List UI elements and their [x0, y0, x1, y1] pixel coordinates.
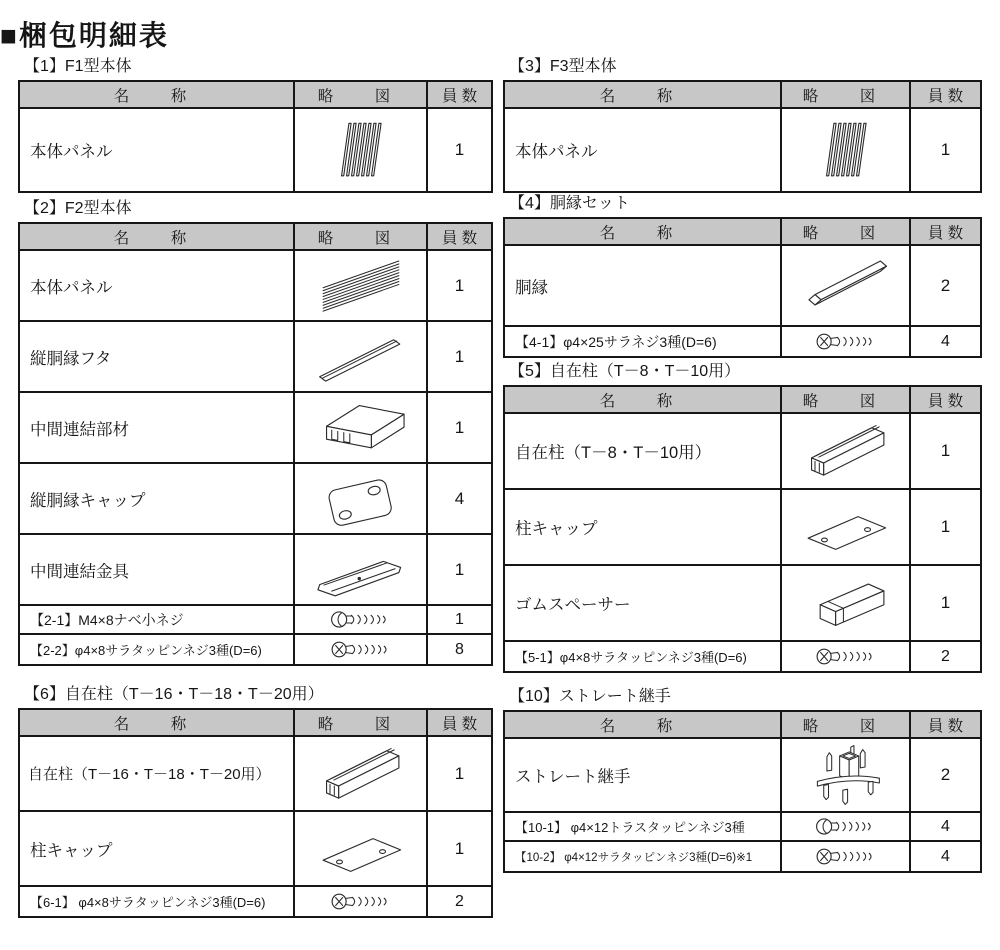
part-count: 1 [454, 346, 465, 366]
table-row [20, 322, 491, 393]
part-count: 2 [940, 275, 951, 295]
table-row [505, 642, 980, 671]
part-count: 1 [454, 417, 465, 437]
flat-screw-icon [782, 642, 911, 671]
pan-screw-icon [782, 813, 911, 840]
column-header-figure: 略 図 [782, 82, 911, 107]
part-count: 1 [454, 763, 465, 783]
part-name: 自在柱（T－8・T－10用） [505, 414, 782, 488]
table-row [505, 109, 980, 191]
packing-table-6 [18, 708, 493, 918]
packing-section-4 [503, 194, 982, 358]
table-row [20, 393, 491, 464]
header-row [505, 219, 980, 246]
part-count: 1 [454, 838, 465, 858]
square-bar-icon [782, 246, 911, 325]
flat-bracket-icon [295, 535, 428, 604]
part-name: 【5-1】φ4×8サラタッピンネジ3種(D=6) [505, 642, 782, 671]
column-header-figure: 略 図 [295, 224, 428, 249]
packing-section-3 [503, 57, 982, 193]
column-header-name: 名 称 [20, 224, 295, 249]
table-row [20, 812, 491, 887]
column-header-figure: 略 図 [782, 387, 911, 412]
channel-cover-icon [295, 393, 428, 462]
packing-table-5 [503, 385, 982, 673]
table-caption: 【6】自在柱（T－16・T－18・T－20用） [24, 686, 324, 703]
block-icon [782, 566, 911, 640]
part-count: 1 [940, 517, 951, 536]
part-count: 4 [941, 847, 950, 865]
column-header-count: 員 数 [911, 82, 980, 107]
part-name: 胴縁 [505, 246, 782, 325]
table-row [505, 566, 980, 642]
table-row [505, 490, 980, 566]
flat-screw-icon [295, 887, 428, 916]
column-header-count: 員 数 [428, 82, 491, 107]
flat-plate-icon [782, 490, 911, 564]
packing-table-3 [503, 80, 982, 193]
column-header-name: 名 称 [505, 387, 782, 412]
part-count: 2 [455, 892, 464, 910]
table-row [20, 535, 491, 606]
packing-section-6 [18, 685, 493, 918]
part-count: 1 [940, 593, 951, 612]
part-name: 中間連結金具 [20, 535, 295, 604]
part-name: 【4-1】φ4×25サラネジ3種(D=6) [505, 327, 782, 356]
packing-table-4 [503, 217, 982, 358]
column-header-name: 名 称 [20, 82, 295, 107]
table-row [505, 842, 980, 871]
flat-screw-icon [782, 327, 911, 356]
part-name: 縦胴縁フタ [20, 322, 295, 391]
packing-table-1 [18, 80, 493, 193]
table-row [505, 327, 980, 356]
part-name: 【6-1】 φ4×8サラタッピンネジ3種(D=6) [20, 887, 295, 916]
column-header-count: 員 数 [911, 219, 980, 244]
table-row [20, 109, 491, 191]
table-row [20, 635, 491, 664]
part-name: 柱キャップ [505, 490, 782, 564]
flat-screw-icon [782, 842, 911, 871]
table-caption: 【5】自在柱（T－8・T－10用） [509, 363, 741, 380]
cap-plate-icon [295, 464, 428, 533]
packing-section-2 [18, 199, 493, 666]
column-header-name: 名 称 [505, 219, 782, 244]
column-header-count: 員 数 [428, 224, 491, 249]
part-name: 本体パネル [505, 109, 782, 191]
packing-section-5 [503, 362, 982, 673]
table-row [20, 464, 491, 535]
part-count: 1 [940, 140, 951, 159]
part-name: ストレート継手 [505, 739, 782, 811]
column-header-figure: 略 図 [782, 712, 911, 737]
part-name: 柱キャップ [20, 812, 295, 885]
table-row [505, 246, 980, 327]
channel-bar-icon [295, 737, 428, 810]
page-title: ■梱包明細表 [0, 20, 169, 51]
packing-section-10 [503, 687, 982, 873]
part-count: 1 [940, 441, 951, 460]
table-row [505, 813, 980, 842]
header-row [20, 224, 491, 251]
column-header-count: 員 数 [911, 387, 980, 412]
panel-vertical-icon [295, 109, 428, 191]
packing-section-1 [18, 57, 493, 193]
flat-screw-icon [295, 635, 428, 664]
part-name: 【10-2】 φ4×12サラタッピンネジ3種(D=6)※1 [505, 842, 782, 871]
table-row [20, 737, 491, 812]
part-count: 8 [455, 640, 464, 658]
straight-joint-icon [782, 739, 911, 811]
header-row [505, 82, 980, 109]
column-header-name: 名 称 [505, 712, 782, 737]
table-row [20, 251, 491, 322]
part-count: 1 [454, 275, 465, 295]
part-count: 1 [455, 610, 464, 628]
part-name: 【10-1】 φ4×12トラスタッピンネジ3種 [505, 813, 782, 840]
strip-icon [295, 322, 428, 391]
column-header-figure: 略 図 [295, 710, 428, 735]
header-row [20, 82, 491, 109]
part-count: 2 [941, 647, 950, 665]
table-row [505, 739, 980, 813]
column-header-count: 員 数 [428, 710, 491, 735]
part-name: 本体パネル [20, 109, 295, 191]
column-header-figure: 略 図 [295, 82, 428, 107]
part-count: 1 [454, 559, 465, 579]
table-caption: 【10】ストレート継手 [509, 688, 671, 705]
part-name: 中間連結部材 [20, 393, 295, 462]
column-header-name: 名 称 [20, 710, 295, 735]
flat-plate-icon [295, 812, 428, 885]
pan-screw-icon [295, 606, 428, 633]
table-row [20, 606, 491, 635]
part-name: 自在柱（T－16・T－18・T－20用） [20, 737, 295, 810]
header-row [20, 710, 491, 737]
table-row [505, 414, 980, 490]
column-header-count: 員 数 [911, 712, 980, 737]
packing-table-2 [18, 222, 493, 666]
column-header-name: 名 称 [505, 82, 782, 107]
part-name: 縦胴縁キャップ [20, 464, 295, 533]
part-name: 【2-1】M4×8ナベ小ネジ [20, 606, 295, 633]
part-count: 4 [941, 817, 950, 835]
table-caption: 【4】胴縁セット [509, 195, 630, 212]
column-header-figure: 略 図 [782, 219, 911, 244]
channel-bar-icon [782, 414, 911, 488]
header-row [505, 387, 980, 414]
part-name: 【2-2】φ4×8サラタッピンネジ3種(D=6) [20, 635, 295, 664]
table-caption: 【1】F1型本体 [24, 58, 132, 75]
panel-stack-icon [295, 251, 428, 320]
panel-vertical-icon [782, 109, 911, 191]
header-row [505, 712, 980, 739]
part-count: 4 [941, 332, 950, 350]
table-caption: 【3】F3型本体 [509, 58, 617, 75]
table-caption: 【2】F2型本体 [24, 200, 132, 217]
part-count: 1 [454, 140, 465, 159]
table-row [20, 887, 491, 916]
part-name: ゴムスペーサー [505, 566, 782, 640]
packing-table-10 [503, 710, 982, 873]
part-count: 4 [454, 488, 465, 508]
part-name: 本体パネル [20, 251, 295, 320]
part-count: 2 [940, 765, 951, 784]
